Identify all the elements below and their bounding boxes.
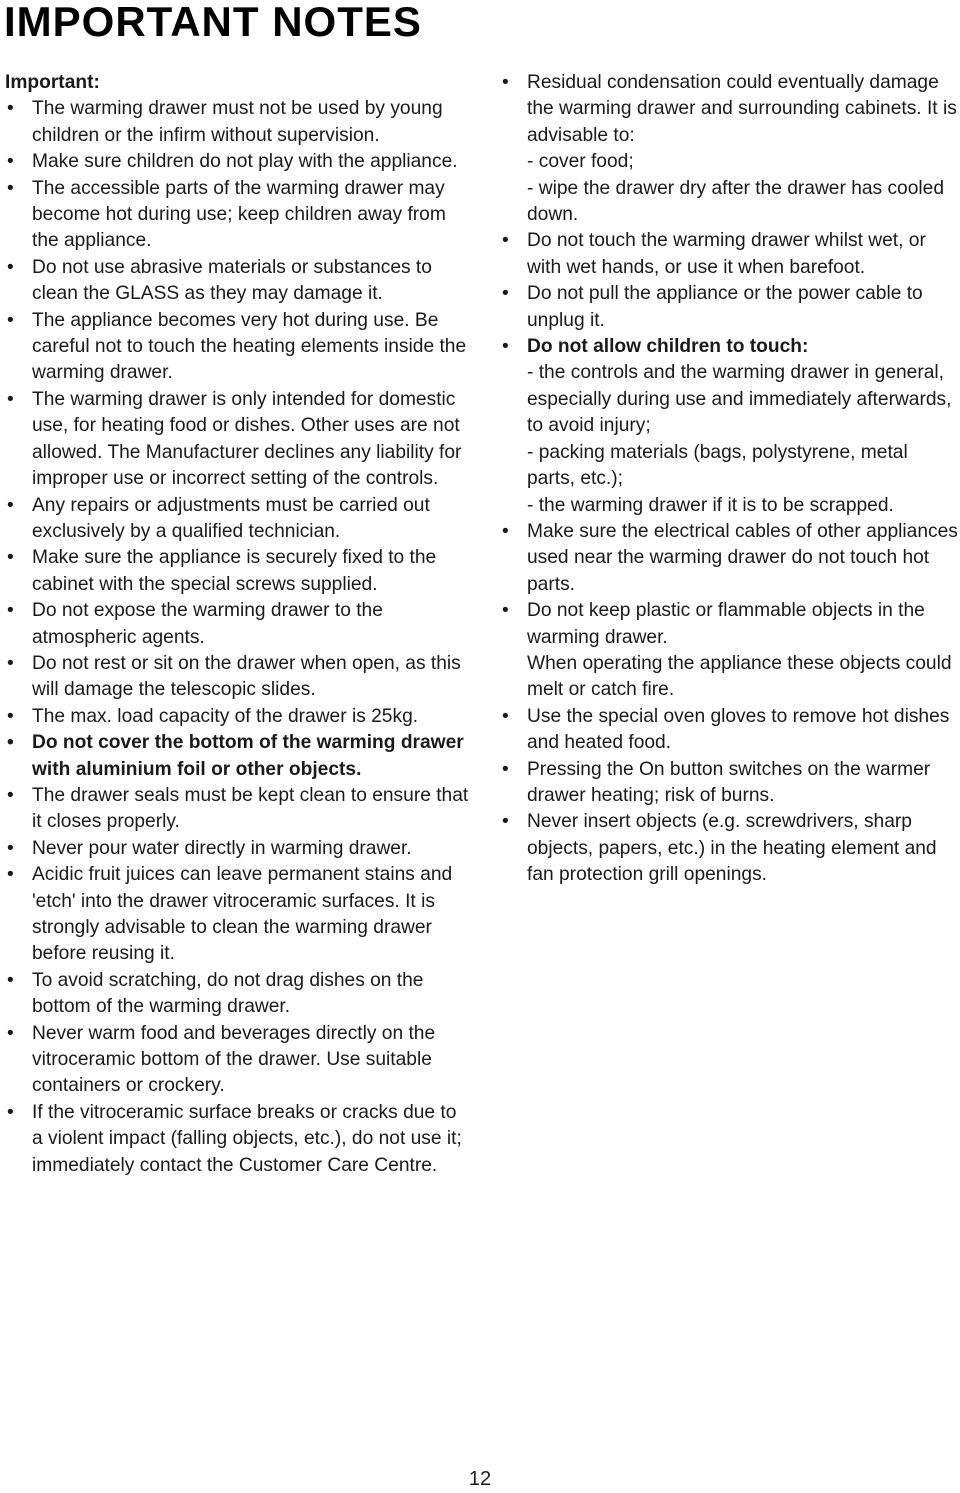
important-heading: Important:: [5, 72, 100, 93]
list-item-condensation: [500, 70, 960, 228]
list-item: • Any repairs or adjustments must be carried out exclusively by a qualified technician.: [5, 493, 470, 546]
plastic-sub: When operating the appliance these objects could melt or catch fire.: [527, 652, 952, 701]
list-item-warning: • Do not cover the bottom of the warming drawer with aluminium foil or other objects.: [5, 730, 470, 783]
list-item: • The accessible parts of the warming drawer may become hot during use; keep children away from the appliance.: [5, 176, 470, 255]
list-item: • Do not rest or sit on the drawer when open, as this will damage the telescopic slides.: [5, 651, 470, 704]
children-heading: • Do not allow children to touch:: [527, 336, 809, 358]
page-title: IMPORTANT NOTES: [4, 0, 422, 45]
list-item: • If the vitroceramic surface breaks or cracks due to a violent impact (falling objects, etc.), do not use it; immediately contact the Customer Care Centre.: [5, 1100, 470, 1179]
condensation-text: • Residual condensation could eventually damage the warming drawer and surrounding cabinets. It is advisable to:: [527, 72, 957, 146]
left-notes-list: [5, 96, 470, 1179]
list-item: • Do not use abrasive materials or substances to clean the GLASS as they may damage it.: [5, 255, 470, 308]
right-notes-list: [500, 70, 960, 889]
left-column: [5, 70, 470, 1179]
list-item: • The warming drawer is only intended for domestic use, for heating food or dishes. Other uses are not allowed. The Manufacturer declines any liability for improper use or incorrect setting of the controls.: [5, 387, 470, 493]
condensation-sub-wipe: - wipe the drawer dry after the drawer has cooled down.: [527, 177, 945, 226]
list-item: • Make sure the electrical cables of other appliances used near the warming drawer do not touch hot parts.: [500, 519, 960, 598]
list-item: • Make sure children do not play with the appliance.: [5, 149, 470, 175]
list-item: • Never warm food and beverages directly on the vitroceramic bottom of the drawer. Use suitable containers or crockery.: [5, 1021, 470, 1100]
list-item: • Never insert objects (e.g. screwdrivers, sharp objects, papers, etc.) in the heating element and fan protection grill openings.: [500, 809, 960, 888]
right-column: [500, 70, 960, 889]
children-sub-controls: - the controls and the warming drawer in general, especially during use and immediately afterwards, to avoid injury;: [527, 362, 952, 437]
condensation-sub-cover: - cover food;: [527, 151, 634, 173]
list-item: • Do not expose the warming drawer to the atmospheric agents.: [5, 598, 470, 651]
list-item: • The drawer seals must be kept clean to ensure that it closes properly.: [5, 783, 470, 836]
list-item: • To avoid scratching, do not drag dishes on the bottom of the warming drawer.: [5, 968, 470, 1021]
list-item: • Make sure the appliance is securely fixed to the cabinet with the special screws supplied.: [5, 545, 470, 598]
list-item: • Never pour water directly in warming drawer.: [5, 836, 470, 862]
list-item: • Use the special oven gloves to remove hot dishes and heated food.: [500, 704, 960, 757]
list-item: • The warming drawer must not be used by young children or the infirm without supervision.: [5, 96, 470, 149]
list-item-plastic: [500, 598, 960, 704]
list-item: • Do not touch the warming drawer whilst wet, or with wet hands, or use it when barefoot.: [500, 228, 960, 281]
list-item: • Pressing the On button switches on the warmer drawer heating; risk of burns.: [500, 757, 960, 810]
list-item: • Do not pull the appliance or the power cable to unplug it.: [500, 281, 960, 334]
list-item-children: [500, 334, 960, 519]
list-item: • The appliance becomes very hot during use. Be careful not to touch the heating elements inside the warming drawer.: [5, 308, 470, 387]
page-number: 12: [468, 1468, 492, 1490]
children-sub-scrapped: - the warming drawer if it is to be scrapped.: [527, 494, 894, 516]
list-item: • The max. load capacity of the drawer is 25kg.: [5, 704, 470, 730]
plastic-text: • Do not keep plastic or flammable objects in the warming drawer.: [527, 600, 925, 648]
children-sub-packing: - packing materials (bags, polystyrene, metal parts, etc.);: [527, 441, 908, 490]
list-item: • Acidic fruit juices can leave permanent stains and 'etch' into the drawer vitroceramic surfaces. It is strongly advisable to clean the warming drawer before reusing it.: [5, 862, 470, 968]
